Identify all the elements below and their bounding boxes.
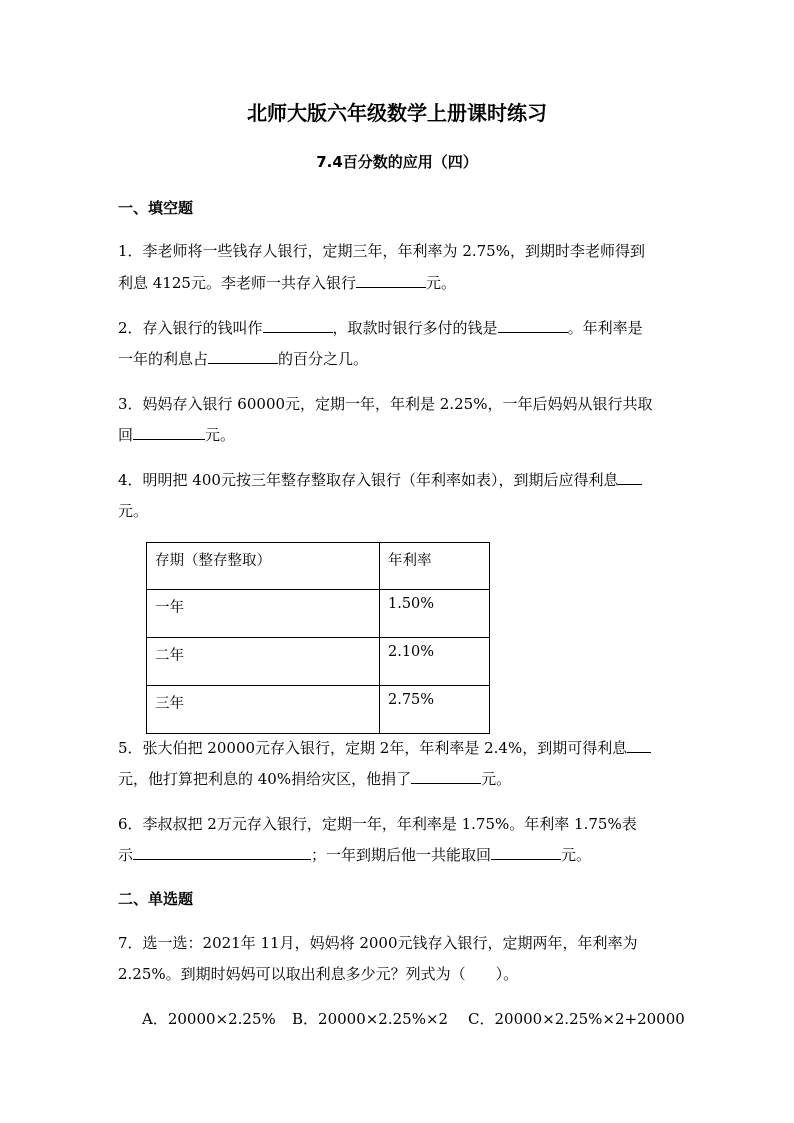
- q5-text-b: 元，他打算把利息的 40%捐给灾区，他捐了: [118, 770, 412, 788]
- q6-text-b: ；一年到期后他一共能取回: [311, 846, 492, 864]
- table-cell-term: 二年: [147, 638, 380, 686]
- table-cell-term: 三年: [147, 686, 380, 734]
- q5-line1: [118, 737, 651, 758]
- table-cell-rate: 2.75%: [380, 686, 490, 734]
- lesson-subtitle: 7.4百分数的应用（四）: [316, 153, 478, 171]
- q7-line2: 2.25%。到期时妈妈可以取出利息多少元？列式为（ ）。: [118, 965, 519, 983]
- q4-answer-blank[interactable]: [618, 470, 642, 485]
- q2-line1: [118, 317, 643, 338]
- interest-rate-table: [146, 542, 490, 734]
- table-row: [147, 638, 490, 686]
- q2-blank-3[interactable]: [208, 349, 278, 364]
- q7-line1: 7．选一选：2021年 11月，妈妈将 2000元钱存入银行，定期两年，年利率为: [118, 934, 638, 952]
- q1-line2: [118, 272, 456, 293]
- q2-line2: [118, 348, 368, 369]
- q2-text-b: ，取款时银行多付的钱是: [332, 319, 498, 337]
- q7-option-a[interactable]: A．20000×2.25%: [142, 1010, 276, 1028]
- q4-line1: [118, 469, 642, 490]
- q5-blank-1[interactable]: [627, 738, 651, 753]
- q7-option-c[interactable]: C．20000×2.25%×2+20000: [468, 1010, 685, 1028]
- q6-unit: 元。: [561, 846, 592, 864]
- q2-text-c: 。年利率是: [567, 319, 643, 337]
- q2-text-e: 的百分之几。: [278, 350, 369, 368]
- q7-option-b[interactable]: B．20000×2.25%×2: [292, 1010, 449, 1028]
- q5-unit: 元。: [481, 770, 512, 788]
- q5-line2: [118, 768, 511, 789]
- worksheet-title: 北师大版六年级数学上册课时练习: [247, 101, 547, 125]
- table-header-term: 存期（整存整取）: [147, 543, 380, 590]
- table-cell-term: 一年: [147, 590, 380, 638]
- table-cell-rate: 1.50%: [380, 590, 490, 638]
- q3-answer-blank[interactable]: [133, 425, 205, 440]
- q2-text-d: 一年的利息占: [118, 350, 209, 368]
- q1-answer-blank[interactable]: [356, 273, 426, 288]
- q5-blank-2[interactable]: [411, 769, 481, 784]
- q6-blank-2[interactable]: [491, 845, 561, 860]
- table-row: [147, 590, 490, 638]
- q3-line1: 3．妈妈存入银行 60000元，定期一年，年利是 2.25%，一年后妈妈从银行共取: [118, 395, 653, 413]
- q6-text-a: 示: [118, 846, 134, 864]
- q1-text: 利息 4125元。李老师一共存入银行: [118, 274, 356, 292]
- q2-blank-2[interactable]: [498, 318, 568, 333]
- q6-line1: 6．李叔叔把 2万元存入银行，定期一年，年利率是 1.75%。年利率 1.75%表: [118, 815, 637, 833]
- q4-text: 4．明明把 400元按三年整存整取存入银行（年利率如表），到期后应得利息: [118, 471, 619, 489]
- q4-line2: 元。: [118, 502, 149, 520]
- table-cell-rate: 2.10%: [380, 638, 490, 686]
- q3-line2: [118, 424, 235, 445]
- q6-line2: [118, 844, 591, 865]
- table-header-rate: 年利率: [380, 543, 490, 590]
- q1-line1: 1．李老师将一些钱存人银行，定期三年，年利率为 2.75%，到期时李老师得到: [118, 242, 645, 260]
- q1-unit: 元。: [425, 274, 456, 292]
- q3-text-a: 回: [118, 426, 134, 444]
- table-header-row: [147, 543, 490, 590]
- q6-blank-1[interactable]: [133, 845, 311, 860]
- q5-text: 5．张大伯把 20000元存入银行，定期 2年，年利率是 2.4%，到期可得利息: [118, 739, 628, 757]
- q2-blank-1[interactable]: [263, 318, 333, 333]
- section-fill-blank-heading: 一、填空题: [118, 199, 194, 217]
- section-single-choice-heading: 二、单选题: [118, 890, 194, 908]
- q3-unit: 元。: [205, 426, 236, 444]
- table-row: [147, 686, 490, 734]
- q2-text-a: 2．存入银行的钱叫作: [118, 319, 263, 337]
